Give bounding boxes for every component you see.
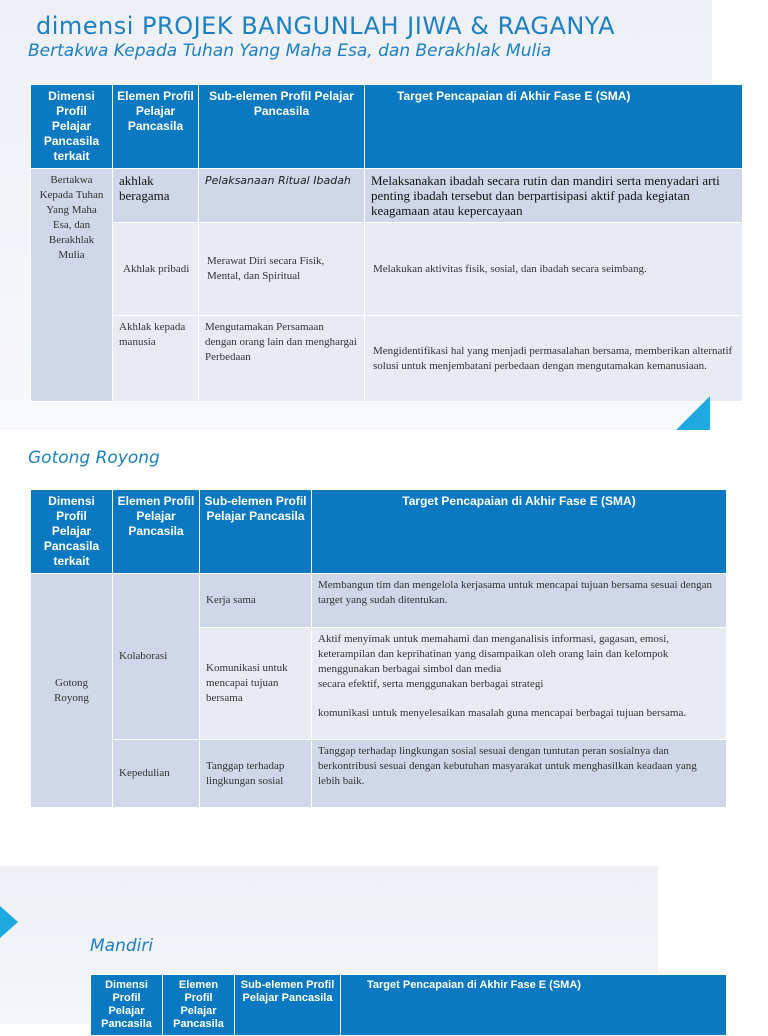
header-subelemen: Sub-elemen Profil Pelajar Pancasila (200, 490, 312, 574)
corner-triangle-icon (672, 396, 710, 434)
elemen-cell: Kepedulian (113, 740, 200, 808)
header-dimensi: Dimensi Profil Pelajar Pancasila terkait (31, 490, 113, 574)
subelemen-cell: Pelaksanaan Ritual Ibadah (199, 169, 365, 223)
mandiri-table (90, 974, 727, 1036)
target-cell (312, 628, 727, 740)
target-cell: Tanggap terhadap lingkungan sosial sesuai dengan tuntutan peran sosialnya dan berkontribusi sesuai dengan kebutuhan masyarakat untuk menghasilkan keadaan yang lebih baik. (312, 740, 727, 808)
slide-mandiri (0, 866, 768, 1030)
slide-akhlak (0, 0, 768, 420)
dimension-cell: Gotong Royong (31, 574, 113, 808)
elemen-cell: Kolaborasi (113, 574, 200, 740)
dimension-cell: Bertakwa Kepada Tuhan Yang Maha Esa, dan Berakhlak Mulia (31, 169, 113, 402)
gotong-royong-table (30, 489, 727, 808)
chevron-right-icon (0, 906, 18, 938)
target-cell: Membangun tim dan mengelola kerjasama untuk mencapai tujuan bersama sesuai dengan target yang sudah ditentukan. (312, 574, 727, 628)
section-title: Mandiri (90, 936, 154, 956)
header-target: Target Pencapaian di Akhir Fase E (SMA) (312, 490, 727, 574)
slide-subtitle: Bertakwa Kepada Tuhan Yang Maha Esa, dan Berakhlak Mulia (28, 41, 552, 61)
elemen-cell: Akhlak pribadi (113, 223, 199, 316)
target-cell: Mengidentifikasi hal yang menjadi permasalahan bersama, memberikan alternatif solusi untuk menjembatani perbedaan dengan mengutamakan kemanusiaan. (365, 316, 743, 402)
header-dimensi: Dimensi Profil Pelajar Pancasila (91, 975, 163, 1036)
elemen-cell: Akhlak kepada manusia (113, 316, 199, 402)
subelemen-cell: Tanggap terhadap lingkungan sosial (200, 740, 312, 808)
header-elemen: Elemen Profil Pelajar Pancasila (113, 85, 199, 169)
section-title: Gotong Royong (28, 448, 160, 468)
elemen-cell: akhlak beragama (113, 169, 199, 223)
target-cell: Melaksanakan ibadah secara rutin dan mandiri serta menyadari arti penting ibadah tersebut dan berpartisipasi aktif pada kegiatan keagamaan atau kepercayaan (365, 169, 743, 223)
header-elemen: Elemen Profil Pelajar Pancasila (113, 490, 200, 574)
subelemen-cell: Kerja sama (200, 574, 312, 628)
target-cell: Melakukan aktivitas fisik, sosial, dan ibadah secara seimbang. (365, 223, 743, 316)
slide-gotong-royong (0, 430, 768, 850)
subelemen-cell: Komunikasi untuk mencapai tujuan bersama (200, 628, 312, 740)
subelemen-cell: Merawat Diri secara Fisik, Mental, dan Spiritual (199, 223, 365, 316)
header-subelemen: Sub-elemen Profil Pelajar Pancasila (235, 975, 341, 1036)
slide-title: dimensi PROJEK BANGUNLAH JIWA & RAGANYA (36, 12, 616, 40)
header-elemen: Elemen Profil Pelajar Pancasila (163, 975, 235, 1036)
target-text: komunikasi untuk menyelesaikan masalah guna mencapai berbagai tujuan bersama. (318, 707, 687, 719)
target-text: secara efektif, serta menggunakan berbagai strategi (318, 678, 544, 690)
subelemen-cell: Mengutamakan Persamaan dengan orang lain dan menghargai Perbedaan (199, 316, 365, 402)
akhlak-table (30, 84, 743, 402)
header-target: Target Pencapaian di Akhir Fase E (SMA) (341, 975, 727, 1036)
target-text: Aktif menyimak untuk memahami dan menganalisis informasi, gagasan, emosi, keterampilan dan keprihatinan yang disampaikan oleh orang lain dan kelompok menggunakan berbagai simbol dan media (318, 633, 670, 675)
header-target: Target Pencapaian di Akhir Fase E (SMA) (365, 85, 743, 169)
header-dimensi: Dimensi Profil Pelajar Pancasila terkait (31, 85, 113, 169)
header-subelemen: Sub-elemen Profil Pelajar Pancasila (199, 85, 365, 169)
